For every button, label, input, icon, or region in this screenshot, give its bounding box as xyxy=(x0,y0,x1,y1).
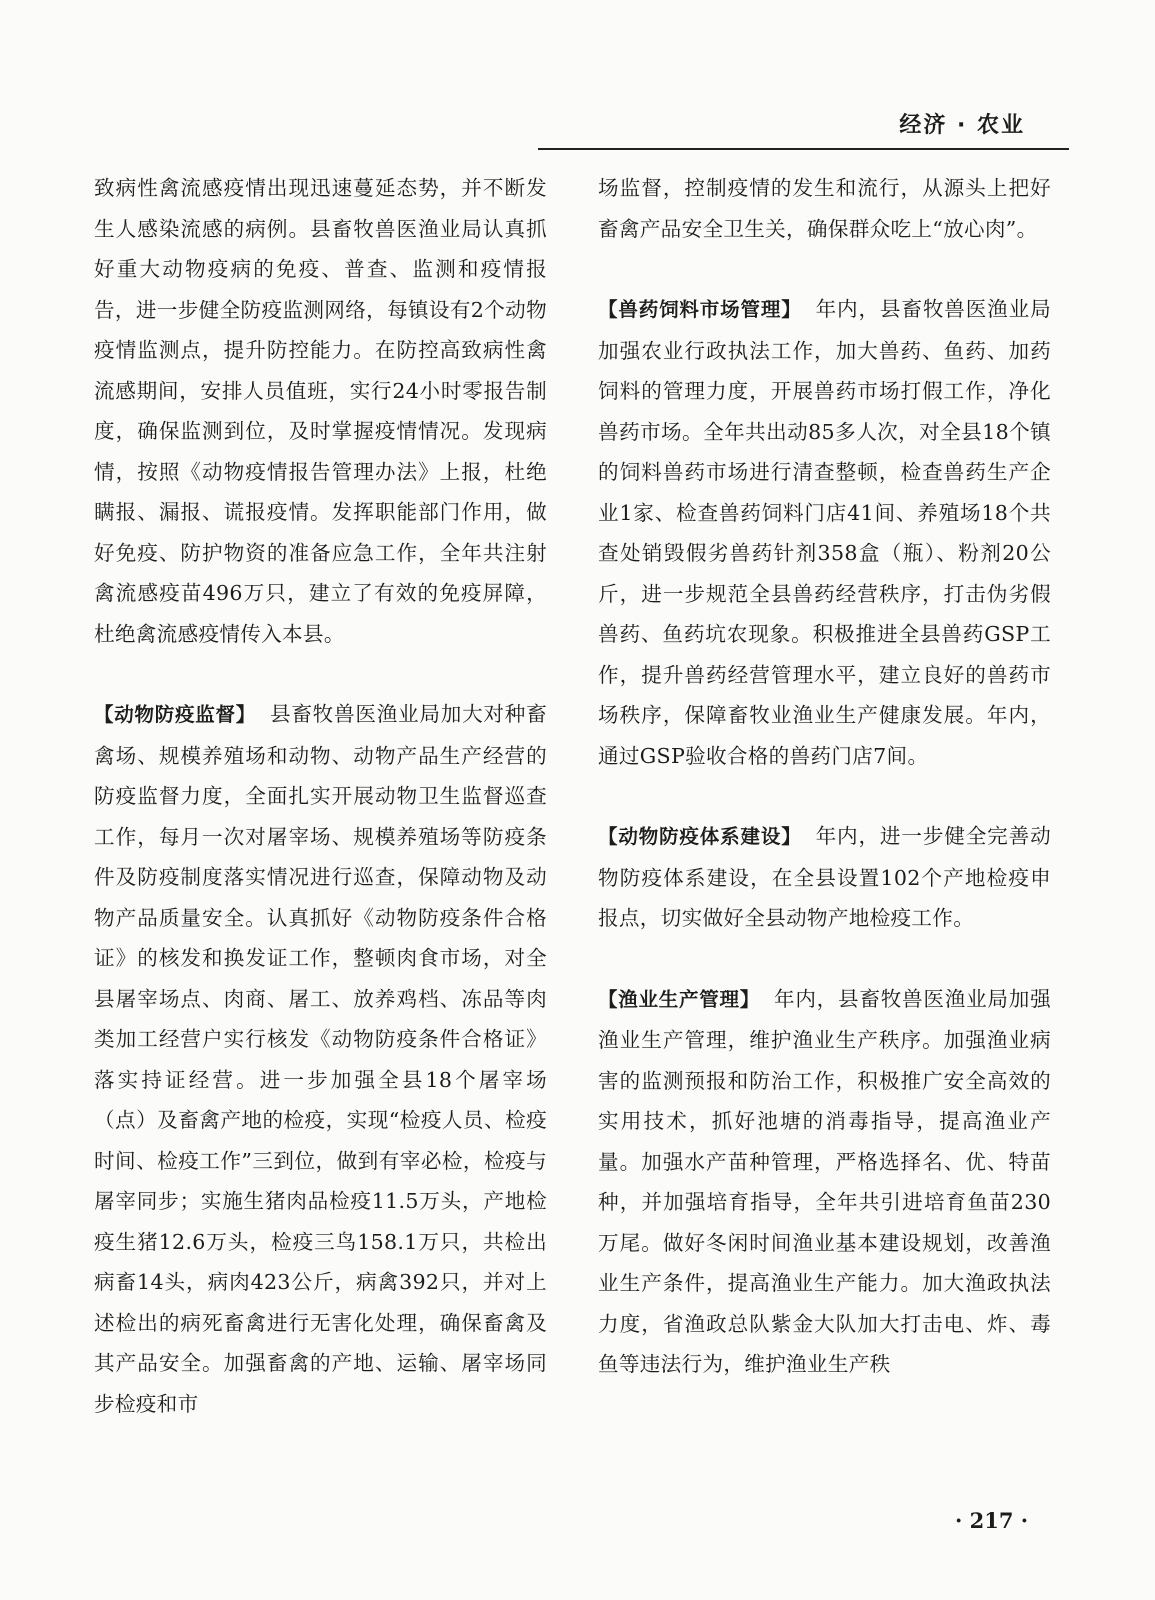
right-column xyxy=(598,168,1051,1385)
section-body: 年内，进一步健全完善动物防疫体系建设，在全县设置102个产地检疫申报点，切实做好全县动物产地检疫工作。 xyxy=(598,824,1051,930)
section-fishery-production xyxy=(598,979,1051,1385)
continuation-paragraph: 场监督，控制疫情的发生和流行，从源头上把好畜禽产品安全卫生关，确保群众吃上“放心肉”。 xyxy=(598,176,1051,241)
section-heading: 【渔业生产管理】 xyxy=(598,987,760,1011)
section-epidemic-system-building xyxy=(598,816,1051,939)
section-heading: 【兽药饲料市场管理】 xyxy=(598,298,802,321)
intro-paragraph: 致病性禽流感疫情出现迅速蔓延态势，并不断发生人感染流感的病例。县畜牧兽医渔业局认真抓好重大动物疫病的免疫、普查、监测和疫情报告，进一步健全防疫监测网络，每镇设有2个动物疫情监测点，提升防控能力。在防控高致病性禽流感期间，安排人员值班，实行24小时零报告制度，确保监测到位，及时掌握疫情情况。发现病情，按照《动物疫情报告管理办法》上报，杜绝瞒报、漏报、谎报疫情。发挥职能部门作用，做好免疫、防护物资的准备应急工作，全年共注射禽流感疫苗496万只，建立了有效的免疫屏障，杜绝禽流感疫情传入本县。 xyxy=(94,176,547,646)
page-number: · 217 · xyxy=(955,1508,1029,1533)
running-header-title: 经济 · 农业 xyxy=(899,113,1025,138)
header-rule xyxy=(538,148,1069,150)
section-animal-epidemic-supervision xyxy=(94,694,547,1424)
section-body: 年内，县畜牧兽医渔业局加强农业行政执法工作，加大兽药、鱼药、加药饲料的管理力度，开展兽药市场打假工作，净化兽药市场。全年共出动85多人次，对全县18个镇的饲料兽药市场进行清查整顿，检查兽药生产企业1家、检查兽药饲料门店41间、养殖场18个共查处销毁假劣兽药针剂358盒（瓶）、粉剂20公斤，进一步规范全县兽药经营秩序，打击伪劣假兽药、鱼药坑农现象。积极推进全县兽药GSP工作，提升兽药经营管理水平，建立良好的兽药市场秩序，保障畜牧业渔业生产健康发展。年内，通过GSP验收合格的兽药门店7间。 xyxy=(598,297,1051,768)
section-heading: 【动物防疫监督】 xyxy=(94,703,256,726)
section-body: 县畜牧兽医渔业局加大对种畜禽场、规模养殖场和动物、动物产品生产经营的防疫监督力度，全面扎实开展动物卫生监督巡查工作，每月一次对屠宰场、规模养殖场等防疫条件及防疫制度落实情况进行巡查，保障动物及动物产品质量安全。认真抓好《动物防疫条件合格证》的核发和换发证工作，整顿肉食市场，对全县屠宰场点、肉商、屠工、放养鸡档、冻品等肉类加工经营户实行核发《动物防疫条件合格证》落实持证经营。进一步加强全县18个屠宰场（点）及畜禽产地的检疫，实现“检疫人员、检疫时间、检疫工作”三到位，做到有宰必检，检疫与屠宰同步；实施生猪肉品检疫11.5万头，产地检疫生猪12.6万头，检疫三鸟158.1万只，共检出病畜14头，病肉423公斤，病禽392只，并对上述检出的病死畜禽进行无害化处理，确保畜禽及其产品安全。加强畜禽的产地、运输、屠宰场同步检疫和市 xyxy=(94,702,547,1416)
left-column xyxy=(94,168,547,1424)
section-body: 年内，县畜牧兽医渔业局加强渔业生产管理，维护渔业生产秩序。加强渔业病害的监测预报和防治工作，积极推广安全高效的实用技术，抓好池塘的消毒指导，提高渔业产量。加强水产苗种管理，严格选择名、优、特苗种，并加强培育指导，全年共引进培育鱼苗230万尾。做好冬闲时间渔业基本建设规划，改善渔业生产条件，提高渔业生产能力。加大渔政执法力度，省渔政总队紫金大队加大打击电、炸、毒鱼等违法行为，维护渔业生产秩 xyxy=(598,986,1051,1376)
section-heading: 【动物防疫体系建设】 xyxy=(598,825,802,848)
section-vet-drug-feed-market xyxy=(598,289,1051,776)
